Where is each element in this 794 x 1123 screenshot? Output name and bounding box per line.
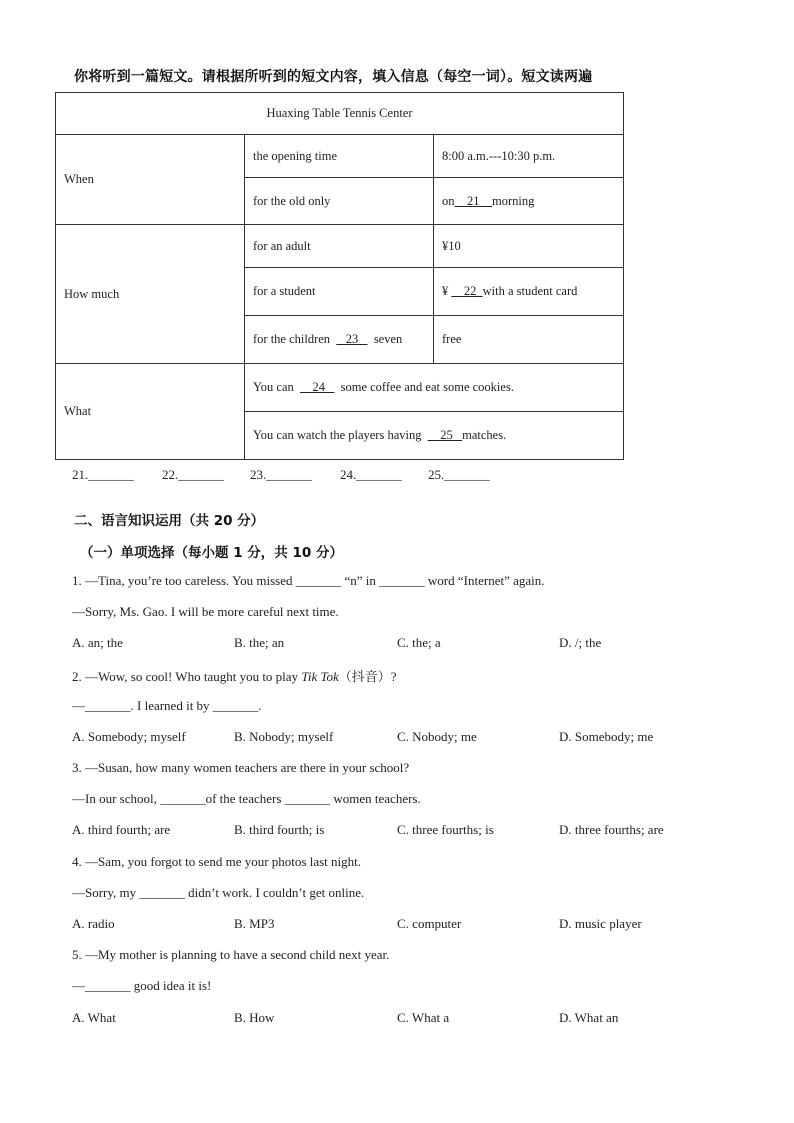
- table-title: Huaxing Table Tennis Center: [56, 93, 624, 135]
- blank-23: 23: [345, 332, 359, 346]
- old-label: for the old only: [245, 178, 434, 225]
- q3-option-d[interactable]: D. three fourths; are: [559, 822, 664, 837]
- children-value: free: [434, 316, 624, 364]
- when-label: When: [56, 135, 245, 225]
- old-post: morning: [492, 193, 535, 208]
- question-1-line-2: —Sorry, Ms. Gao. I will be more careful next time.: [72, 604, 339, 619]
- info-table: [55, 92, 624, 460]
- q1-option-d[interactable]: D. /; the: [559, 635, 602, 650]
- q1-option-b[interactable]: B. the; an: [234, 635, 285, 650]
- listening-instructions: 你将听到一篇短文。请根据所听到的短文内容，填入信息（每空一词）。短文读两遍: [74, 69, 593, 85]
- opening-value: 8:00 a.m.---10:30 p.m.: [434, 135, 624, 178]
- q2-option-b[interactable]: B. Nobody; myself: [234, 729, 334, 744]
- what-label: What: [56, 364, 245, 460]
- subsection-heading: （一）单项选择（每小题 1 分，共 10 分）: [80, 545, 343, 561]
- question-1-line-1: 1. —Tina, you’re too careless. You missed _______ “n” in _______ word “Internet” again.: [72, 573, 545, 588]
- question-4-line-2: —Sorry, my _______ didn’t work. I couldn’t get online.: [72, 885, 365, 900]
- blank-21: 21: [467, 193, 480, 208]
- answer-blank-21[interactable]: 21._______: [72, 467, 134, 482]
- adult-value: ¥10: [434, 225, 624, 268]
- q2-option-c[interactable]: C. Nobody; me: [397, 729, 477, 744]
- question-4-line-1: 4. —Sam, you forgot to send me your photos last night.: [72, 854, 361, 869]
- q3-option-b[interactable]: B. third fourth; is: [234, 822, 325, 837]
- question-2-line-1: 2. —Wow, so cool! Who taught you to play Tik Tok（抖音）?: [72, 669, 397, 684]
- tiktok-cn: （抖音）?: [338, 669, 397, 684]
- q2-option-d[interactable]: D. Somebody; me: [559, 729, 654, 744]
- section-heading: 二、语言知识运用（共 20 分）: [74, 513, 265, 529]
- q5-option-c[interactable]: C. What a: [397, 1010, 450, 1025]
- question-2-line-2: —_______. I learned it by _______.: [72, 698, 262, 713]
- old-value: [434, 178, 624, 225]
- answer-blank-24[interactable]: 24._______: [340, 467, 402, 482]
- table-row: [56, 225, 624, 268]
- q4-option-c[interactable]: C. computer: [397, 916, 462, 931]
- q5-option-b[interactable]: B. How: [234, 1010, 275, 1025]
- question-5-line-2: —_______ good idea it is!: [72, 978, 212, 993]
- table-row: [56, 93, 624, 135]
- what-row-1: You can 24 some coffee and eat some cookies.: [245, 364, 624, 412]
- answer-blank-25[interactable]: 25._______: [428, 467, 490, 482]
- student-value: ¥ 22 with a student card: [434, 268, 624, 316]
- q5-option-d[interactable]: D. What an: [559, 1010, 619, 1025]
- student-label: for a student: [245, 268, 434, 316]
- adult-label: for an adult: [245, 225, 434, 268]
- answer-blank-22[interactable]: 22._______: [162, 467, 224, 482]
- q3-option-a[interactable]: A. third fourth; are: [72, 822, 171, 837]
- howmuch-label: How much: [56, 225, 245, 364]
- answer-blanks: [72, 467, 490, 483]
- q2-option-a[interactable]: A. Somebody; myself: [72, 729, 186, 744]
- q1-option-c[interactable]: C. the; a: [397, 635, 441, 650]
- question-5-line-1: 5. —My mother is planning to have a second child next year.: [72, 947, 390, 962]
- question-3-line-2: —In our school, _______of the teachers _______ women teachers.: [72, 791, 421, 806]
- q1-option-a[interactable]: A. an; the: [72, 635, 123, 650]
- children-label: for the children 23 seven: [245, 316, 434, 364]
- table-row: [56, 364, 624, 412]
- question-3-line-1: 3. —Susan, how many women teachers are there in your school?: [72, 760, 410, 775]
- q5-option-a[interactable]: A. What: [72, 1010, 116, 1025]
- blank-25: 25: [440, 428, 453, 442]
- answer-blank-23[interactable]: 23._______: [250, 467, 312, 482]
- opening-label: the opening time: [245, 135, 434, 178]
- q4-option-a[interactable]: A. radio: [72, 916, 115, 931]
- blank-22: 22: [463, 284, 477, 298]
- tiktok-name: Tik Tok: [301, 669, 339, 684]
- blank-24: 24: [312, 380, 325, 394]
- q4-option-d[interactable]: D. music player: [559, 916, 642, 931]
- q4-option-b[interactable]: B. MP3: [234, 916, 275, 931]
- table-row: [56, 135, 624, 178]
- old-pre: on: [442, 193, 455, 208]
- q3-option-c[interactable]: C. three fourths; is: [397, 822, 494, 837]
- what-row-2: You can watch the players having 25 matches.: [245, 412, 624, 460]
